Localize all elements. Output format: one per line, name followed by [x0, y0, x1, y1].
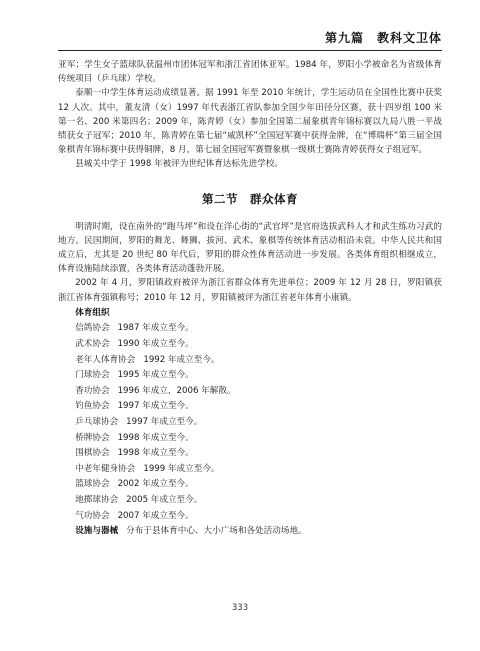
list-item: 围棋协会 1998 年成立至今。 — [75, 448, 194, 459]
facilities-line: 设施与器械 分布于县体育中心、大小广场和各处活动场地。 — [75, 526, 307, 537]
paragraph-chengguan-school: 县城关中学于 1998 年被评为世纪体育达标先进学校。 — [75, 159, 283, 170]
paragraph-taishun-no1-school: 泰顺一中学生体育运动成绩显著。据 1991 年至 2010 年统计，学生运动员在全国性比赛中获奖 12 人次。其中，董友清（女）1997 年代表浙江省队参加全国少年田径分区赛，获十四岁组 100 米第一名、200 米第四名；2009 年，陈青婷（女）参加全国第二届象棋青年锦标赛以九局八胜一平战绩获女子冠军；2010 年，陈青婷在第七届“威凯杯”全国冠军赛中获得金牌，在“博瑞杯”第三届全国象棋青年锦标赛中获得铜牌，8 月，第七届全国冠军赛暨象棋一级棋士赛陈青婷获得女子组冠军。 — [58, 88, 442, 156]
paragraph-history: 明清时期，设在南外的“跑马坪”和设在洋心街的“武官坪”是官府选拔武科人才和武生练功习武的地方。民国期间，罗阳的舞龙、舞狮、拔河、武术、象棋等传统体育活动相沿未衰。中华人民共和国成立后，尤其是 20 世纪 80 年代后，罗阳的群众性体育活动进一步发展。各类体育组织相继成立，体育设施陆续添置，各类体育活动蓬勃开展。 — [58, 221, 442, 275]
list-item: 香功协会 1996 年成立，2006 年解散。 — [75, 385, 236, 396]
running-head-title: 第九篇 教科文卫体 — [324, 31, 442, 45]
paragraph-awards: 2002 年 4 月，罗阳镇政府被评为浙江省群众体育先进单位；2009 年 12 月 28 日，罗阳镇获浙江省体育强镇称号；2010 年 12 月，罗阳镇被评为浙江省老年体育小康镇。 — [58, 278, 442, 303]
list-item: 老年人体育协会 1992 年成立至今。 — [75, 354, 220, 365]
section-heading: 第二节 群众体育 — [202, 191, 298, 206]
list-item: 武术协会 1990 年成立至今。 — [75, 339, 194, 350]
list-item: 气功协会 2007 年成立至今。 — [75, 510, 194, 521]
page-header — [58, 28, 442, 51]
list-item: 乒乓球协会 1997 年成立至今。 — [75, 417, 203, 427]
page-number: 333 — [231, 603, 249, 613]
sports-organizations-list — [58, 306, 442, 540]
list-item: 中老年健身协会 1999 年成立至今。 — [75, 463, 220, 474]
organizations-heading: 体育组织 — [75, 307, 110, 318]
paragraph-continuation: 亚军；学生女子篮球队获温州市团体冠军和浙江省团体亚军。1984 年，罗阳小学被命名为省级体育传统项目（乒乓球）学校。 — [58, 60, 442, 85]
page-content — [58, 58, 442, 540]
list-item: 地掷球协会 2005 年成立至今。 — [75, 494, 203, 505]
list-item: 篮球协会 2002 年成立至今。 — [75, 479, 194, 490]
list-item: 钓鱼协会 1997 年成立至今。 — [75, 401, 194, 412]
list-item: 桥牌协会 1998 年成立至今。 — [75, 432, 194, 443]
list-item: 门球协会 1995 年成立至今。 — [75, 370, 194, 381]
list-item: 信鸽协会 1987 年成立至今。 — [75, 323, 194, 334]
